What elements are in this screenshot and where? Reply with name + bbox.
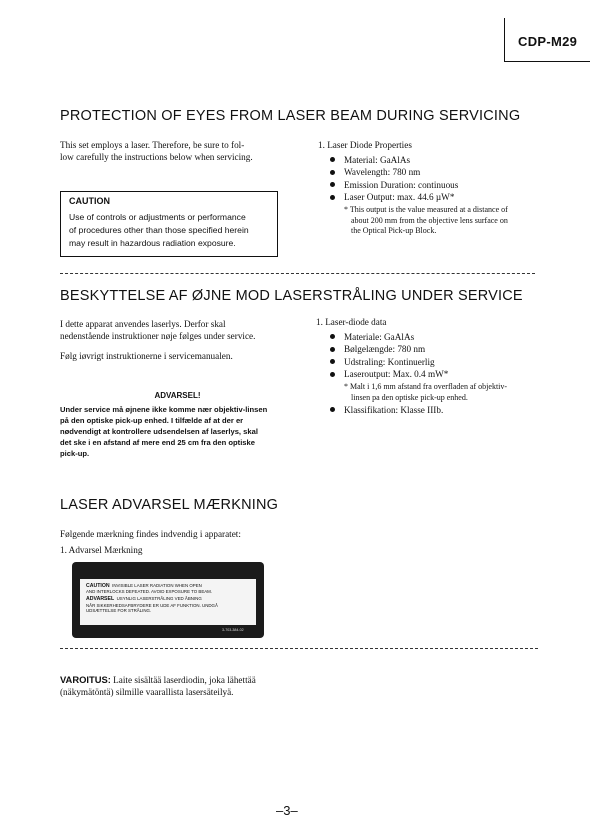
bullet-icon [330,347,335,352]
props-list-da [330,331,550,381]
note-line: linsen pa den optiske pick-up enhed. [351,392,468,402]
advarsel-line: nødvendigt at kontrollere udsendelsen af laserlys, skal [60,427,258,436]
intro-da-line1: I dette apparat anvendes laserlys. Derfor skal [60,319,226,329]
advarsel-line: det ske i en afstand af mere end 25 cm fra den optiske [60,438,255,447]
section-title-label: LASER ADVARSEL MÆRKNING [60,497,279,513]
intro-da-line2: nedenstående instruktioner nøje følges under service. [60,331,256,342]
advarsel-line: på den optiske pick-up enhed. I tilfælde af at der er [60,416,244,425]
note-line: * This output is the value measured at a distance of [344,205,508,214]
props-item-da: Materiale: GaAlAs [330,331,550,343]
finnish-warning-lead: VAROITUS: [60,674,111,685]
caution-text [69,211,274,250]
props-heading-da: 1. Laser-diode data [316,317,387,327]
bullet-icon [330,372,335,377]
bullet-icon [330,195,335,200]
page-number: –3– [276,803,298,818]
bullet-icon [330,170,335,175]
intro-en [60,139,285,164]
finnish-warning-line: (näkymätöntä) silmille vaarallista lasersäteilyä. [60,687,234,698]
bullet-icon [330,182,335,187]
bullet-icon [330,334,335,339]
props-item-da: Bølgelængde: 780 nm [330,343,550,355]
label-caution-line: AND INTERLOCKS DEFEATED. AVOID EXPOSURE TO BEAM. [86,589,213,595]
label-part-code: 3-703-384-02 [222,628,244,632]
advarsel-line: Under service må øjnene ikke komme nær objektiv-linsen [60,405,268,414]
finnish-warning-line: Laite sisältää laserdiodin, joka lähettää [113,675,256,685]
intro-en-line2: low carefully the instructions below when servicing. [60,152,253,163]
note-line: about 200 mm from the objective lens surface on [351,215,508,225]
section-divider [60,648,538,649]
props-extra-da: Klassifikation: Klasse IIIb. [330,404,550,416]
props-item-en: Emission Duration: continuous [330,179,550,191]
section-divider [60,273,535,274]
props-item-en: Wavelength: 780 nm [330,166,550,178]
label-advarsel-word: ADVARSEL [86,596,115,603]
props-list-en [330,154,550,204]
bullet-icon [330,157,335,162]
props-note-en [344,205,554,237]
label-advarsel-line: NÅR SIKKERHEDSAFBRYDERE ER UDE AF FUNKTION. UNDGÅ [86,602,218,608]
laser-label-panel [80,579,256,625]
props-item-en: Material: GaAlAs [330,154,550,166]
caution-line3: may result in hazardous radiation exposure. [69,238,236,248]
advarsel-line: pick-up. [60,449,90,458]
label-intro: Følgende mærkning findes indvendig i apparatet: [60,529,241,539]
label-item: 1. Advarsel Mærkning [60,545,143,555]
props-note-da [344,382,554,403]
label-caution-line: INVISIBLE LASER RADIATION WHEN OPEN [112,583,202,588]
props-heading-en: 1. Laser Diode Properties [318,140,412,150]
props-item-da: Laseroutput: Max. 0.4 mW* [330,368,550,380]
intro-da-line3: Følg iøvrigt instruktionerne i servicemanualen. [60,350,233,361]
section-title-da: BESKYTTELSE AF ØJNE MOD LASERSTRÅLING UNDER SERVICE [60,288,523,304]
model-code: CDP-M29 [518,34,578,49]
label-advarsel-line: USYNLIG LASERSTRÅLING VED ÅBNING [116,596,202,602]
note-line: the Optical Pick-up Block. [351,226,437,236]
note-line: * Malt i 1,6 mm afstand fra overfladen af objektiv- [344,382,508,391]
section-title-en: PROTECTION OF EYES FROM LASER BEAM DURING SERVICING [60,108,521,124]
props-item-en: Laser Output: max. 44.6 µW* [330,191,550,203]
label-text [86,583,218,613]
bullet-icon [330,359,335,364]
caution-title: CAUTION [69,196,110,206]
finnish-warning [60,674,360,699]
intro-en-line1: This set employs a laser. Therefore, be sure to fol- [60,140,245,150]
bullet-icon [330,407,335,412]
advarsel-text [60,404,296,459]
caution-line1: Use of controls or adjustments or performance [69,212,246,222]
caution-line2: of procedures other than those specified herein [69,225,249,235]
label-advarsel-line: UDSÆTTELSE FOR STRÅLING. [86,607,152,613]
props-item-da: Udstraling: Kontinuerlig [330,356,550,368]
label-caution-word: CAUTION [86,583,110,589]
intro-da [60,318,286,362]
advarsel-title: ADVARSEL! [154,391,201,400]
